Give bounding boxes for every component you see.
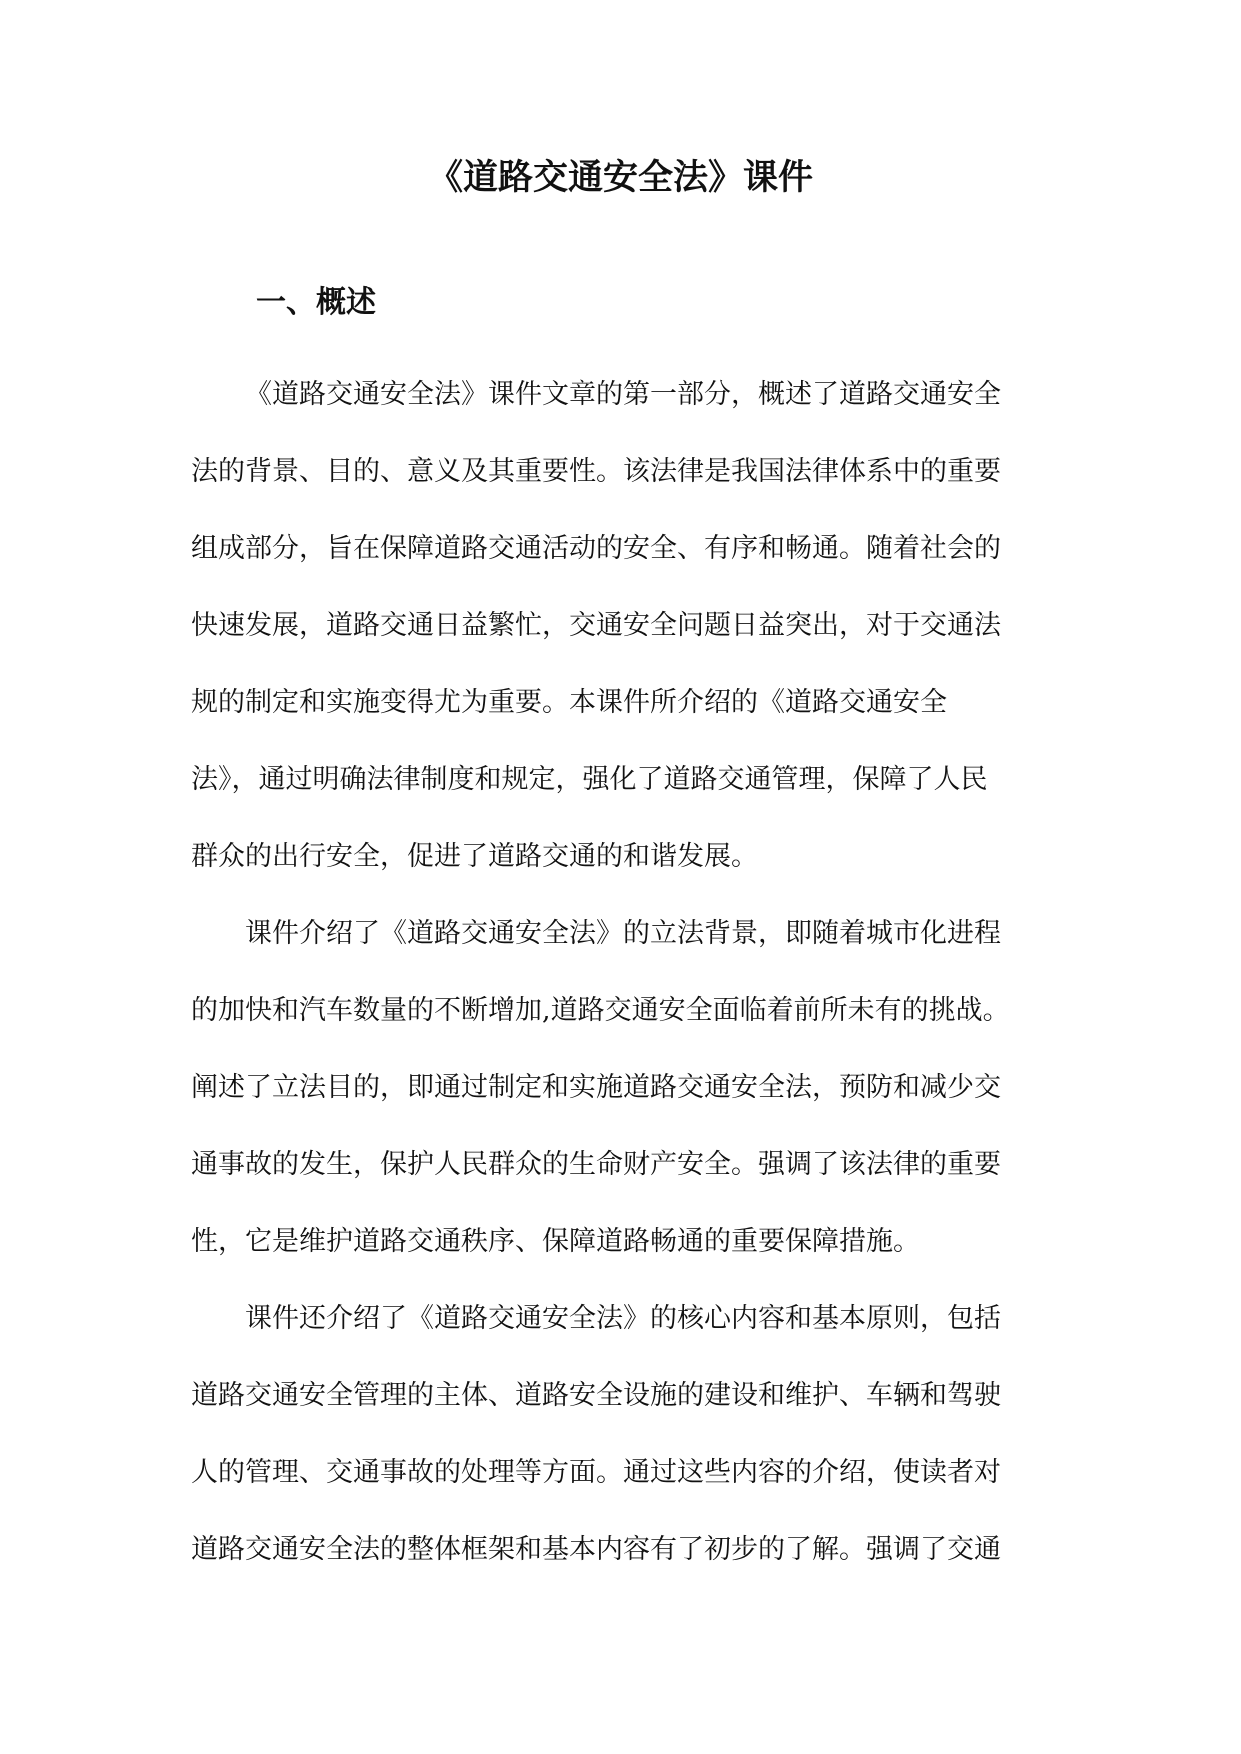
text-line: 阐述了立法目的，即通过制定和实施道路交通安全法，预防和减少交	[191, 1072, 1001, 1103]
text-line: 规的制定和实施变得尤为重要。本课件所介绍的《道路交通安全	[191, 687, 947, 718]
text-line: 群众的出行安全，促进了道路交通的和谐发展。	[191, 841, 758, 872]
text-line: 法的背景、目的、意义及其重要性。该法律是我国法律体系中的重要	[191, 456, 1001, 487]
text-line: 组成部分，旨在保障道路交通活动的安全、有序和畅通。随着社会的	[191, 533, 1001, 564]
text-line: 道路交通安全法的整体框架和基本内容有了初步的了解。强调了交通	[191, 1534, 1001, 1565]
text-line: 课件还介绍了《道路交通安全法》的核心内容和基本原则，包括	[245, 1303, 1001, 1334]
text-line: 《道路交通安全法》课件文章的第一部分，概述了道路交通安全	[245, 379, 1001, 410]
document-title: 《道路交通安全法》课件	[427, 158, 813, 198]
text-line: 通事故的发生，保护人民群众的生命财产安全。强调了该法律的重要	[191, 1149, 1001, 1180]
body-text	[191, 356, 1053, 1588]
text-line: 课件介绍了《道路交通安全法》的立法背景，即随着城市化进程	[245, 918, 1001, 949]
text-line: 快速发展，道路交通日益繁忙，交通安全问题日益突出，对于交通法	[191, 610, 1001, 641]
text-line: 的加快和汽车数量的不断增加,道路交通安全面临着前所未有的挑战。	[191, 995, 1010, 1026]
text-line: 性，它是维护道路交通秩序、保障道路畅通的重要保障措施。	[191, 1226, 920, 1257]
section-heading: 一、概述	[256, 285, 376, 320]
text-line: 人的管理、交通事故的处理等方面。通过这些内容的介绍，使读者对	[191, 1457, 1001, 1488]
text-line: 法》，通过明确法律制度和规定，强化了道路交通管理，保障了人民	[191, 764, 988, 795]
text-line: 道路交通安全管理的主体、道路安全设施的建设和维护、车辆和驾驶	[191, 1380, 1001, 1411]
